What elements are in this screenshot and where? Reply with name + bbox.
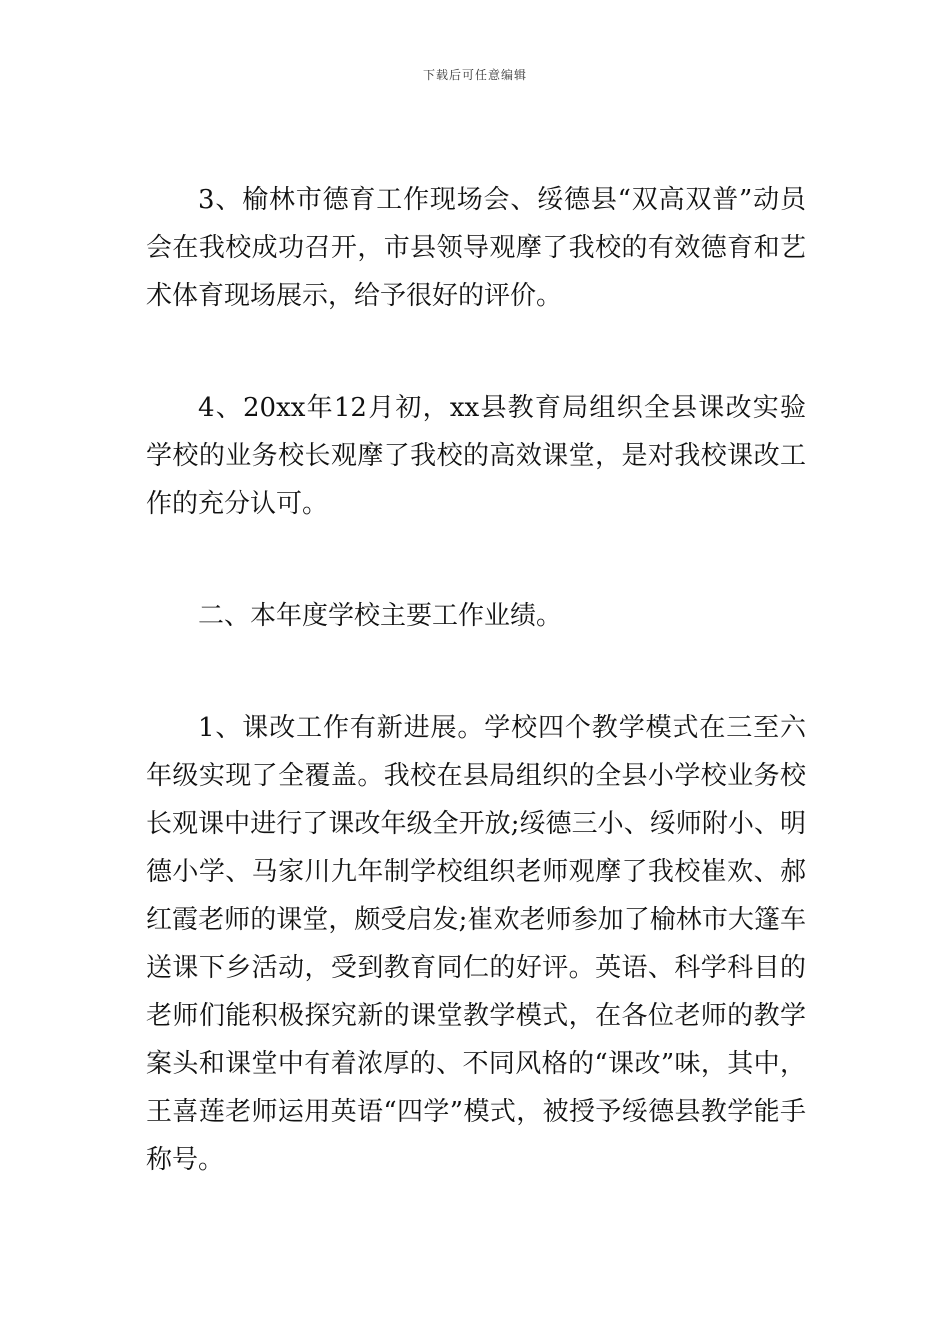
- paragraph-item-3: 3、榆林市德育工作现场会、绥德县“双高双普”动员会在我校成功召开，市县领导观摩了我校的有效德育和艺术体育现场展示，给予很好的评价。: [146, 185, 806, 311]
- document-body: [146, 176, 806, 1184]
- paragraph-item-4: 4、20xx年12月初，xx县教育局组织全县课改实验学校的业务校长观摩了我校的高效课堂，是对我校课改工作的充分认可。: [146, 393, 806, 519]
- paragraph-item-1: 1、课改工作有新进展。学校四个教学模式在三至六年级实现了全覆盖。我校在县局组织的全县小学校业务校长观课中进行了课改年级全开放;绥德三小、绥师附小、明德小学、马家川九年制学校组织老师观摩了我校崔欢、郝红霞老师的课堂，颇受启发;崔欢老师参加了榆林市大篷车送课下乡活动，受到教育同仁的好评。英语、科学科目的老师们能积极探究新的课堂教学模式，在各位老师的教学案头和课堂中有着浓厚的、不同风格的“课改”味，其中，王喜莲老师运用英语“四学”模式，被授予绥德县教学能手称号。: [146, 713, 806, 1175]
- section-heading: 二、本年度学校主要工作业绩。: [198, 601, 563, 631]
- header-note: 下载后可任意编辑: [422, 68, 527, 82]
